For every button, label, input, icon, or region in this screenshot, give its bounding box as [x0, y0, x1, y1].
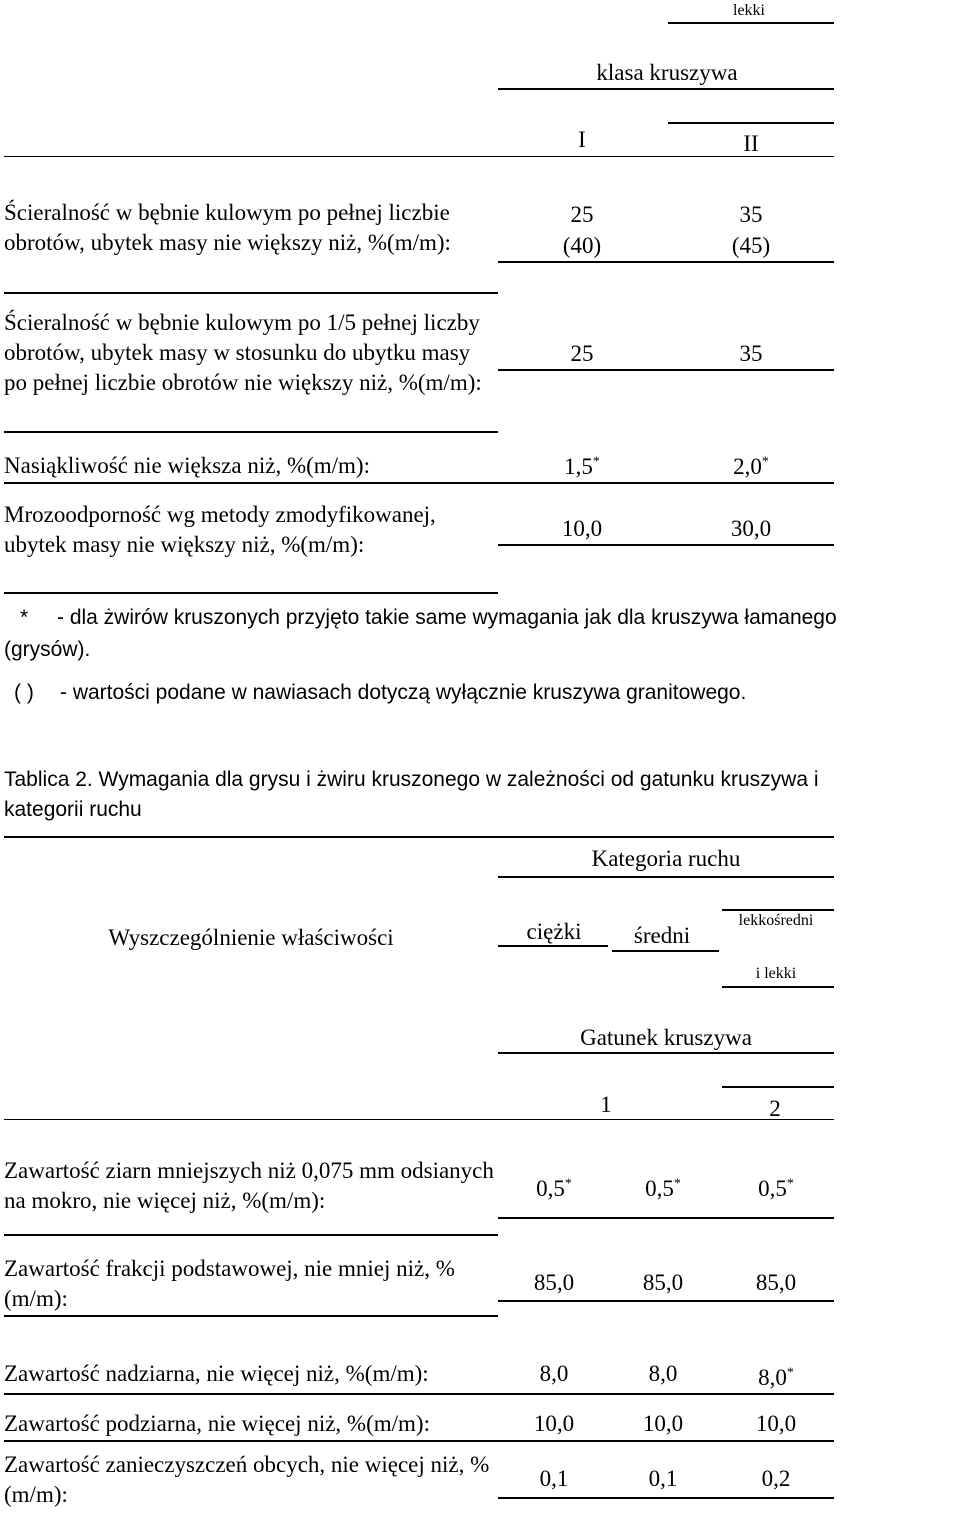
value: 25	[570, 202, 594, 227]
note-text: - wartości podane w nawiasach dotyczą wyłącznie kruszywa granitowego.	[60, 681, 747, 704]
value: 85,0	[533, 1270, 575, 1295]
row-label: Zawartość frakcji podstawowej, nie mniej niż, %(m/m):	[4, 1256, 455, 1311]
rule	[498, 945, 608, 947]
rule	[498, 1300, 834, 1302]
value: 0,1	[539, 1466, 569, 1491]
value: 8,0	[648, 1361, 678, 1386]
value: 0,1	[648, 1466, 678, 1491]
table-title: Tablica 2. Wymagania dla grysu i żwiru kruszonego w zależności od gatunku kruszywa i	[4, 768, 819, 791]
value: 35	[739, 202, 763, 227]
rule	[498, 261, 834, 263]
note-text: - dla żwirów kruszonych przyjęto takie same wymagania jak dla kruszywa łamanego	[57, 606, 837, 629]
header-lekki: lekki	[733, 2, 765, 19]
rule	[498, 876, 834, 878]
rule	[668, 22, 834, 24]
row-label: Mrozoodporność wg metody zmodyfikowanej, ubytek masy nie większy niż, %(m/m):	[4, 502, 436, 557]
rule	[612, 950, 719, 952]
rule	[4, 836, 834, 838]
rule	[4, 1234, 498, 1236]
value: (40)	[562, 233, 602, 258]
rule	[4, 1440, 834, 1442]
row-label: Ścieralność w bębnie kulowym po 1/5 pełnej liczby obrotów, ubytek masy w stosunku do ubytku masy po pełnej liczbie obrotów nie większy niż, %(m/m):	[4, 310, 482, 395]
rule	[498, 1052, 834, 1054]
col-II: II	[743, 131, 759, 156]
kategoria-header: Kategoria ruchu	[591, 846, 741, 871]
note-marker: ( )	[14, 681, 34, 704]
row-label: Ścieralność w bębnie kulowym po pełnej liczbie obrotów, ubytek masy nie większy niż, %(m/m):	[4, 200, 451, 255]
gatunek-1: 1	[600, 1092, 612, 1117]
col-sredni: średni	[633, 923, 691, 948]
col-ciezki: ciężki	[526, 919, 582, 944]
value: 10,0	[533, 1411, 575, 1436]
rule	[4, 482, 834, 484]
note-text: (grysów).	[4, 638, 91, 661]
value: 35	[739, 341, 763, 366]
value: 10,0	[755, 1411, 797, 1436]
rule	[498, 1217, 834, 1219]
row-label: Zawartość nadziarna, nie więcej niż, %(m/m):	[4, 1361, 429, 1386]
rule	[498, 544, 834, 546]
value: 10,0	[561, 516, 603, 541]
value: 10,0	[642, 1411, 684, 1436]
class-header: klasa kruszywa	[596, 60, 738, 85]
value: 0,5*	[758, 1175, 794, 1201]
rule	[722, 1086, 834, 1088]
spec-header: Wyszczególnienie właściwości	[108, 925, 394, 950]
col-I: I	[578, 127, 586, 152]
value: 85,0	[642, 1270, 684, 1295]
value: 8,0*	[758, 1364, 794, 1390]
col-lekko: i lekki	[755, 965, 797, 982]
value: 1,5*	[564, 453, 600, 479]
value: 0,5*	[536, 1175, 572, 1201]
value: 30,0	[730, 516, 772, 541]
rule	[4, 1393, 834, 1395]
note-marker: *	[20, 606, 29, 629]
value: (45)	[731, 233, 771, 258]
gatunek-2: 2	[769, 1096, 781, 1121]
value: 8,0	[539, 1361, 569, 1386]
rule	[4, 292, 498, 294]
rule	[722, 909, 834, 911]
rule	[498, 1497, 834, 1499]
value: 0,5*	[645, 1175, 681, 1201]
rule	[668, 122, 834, 124]
col-lekko: lekkośredni	[738, 912, 814, 929]
rule	[4, 1315, 498, 1317]
row-label: Nasiąkliwość nie większa niż, %(m/m):	[4, 453, 370, 478]
rule	[722, 986, 834, 988]
row-label: Zawartość podziarna, nie więcej niż, %(m/m):	[4, 1411, 430, 1436]
rule	[498, 369, 834, 371]
rule	[4, 156, 834, 157]
rule	[498, 88, 834, 90]
row-label: Zawartość zanieczyszczeń obcych, nie więcej niż, %(m/m):	[4, 1452, 490, 1507]
value: 85,0	[755, 1270, 797, 1295]
value: 2,0*	[733, 453, 769, 479]
table-title: kategorii ruchu	[4, 798, 142, 821]
gatunek-header: Gatunek kruszywa	[580, 1025, 752, 1050]
value: 0,2	[761, 1466, 791, 1491]
row-label: Zawartość ziarn mniejszych niż 0,075 mm odsianych na mokro, nie więcej niż, %(m/m):	[4, 1158, 494, 1213]
rule	[4, 1119, 834, 1120]
value: 25	[570, 341, 594, 366]
rule	[4, 431, 498, 433]
rule	[4, 592, 498, 594]
